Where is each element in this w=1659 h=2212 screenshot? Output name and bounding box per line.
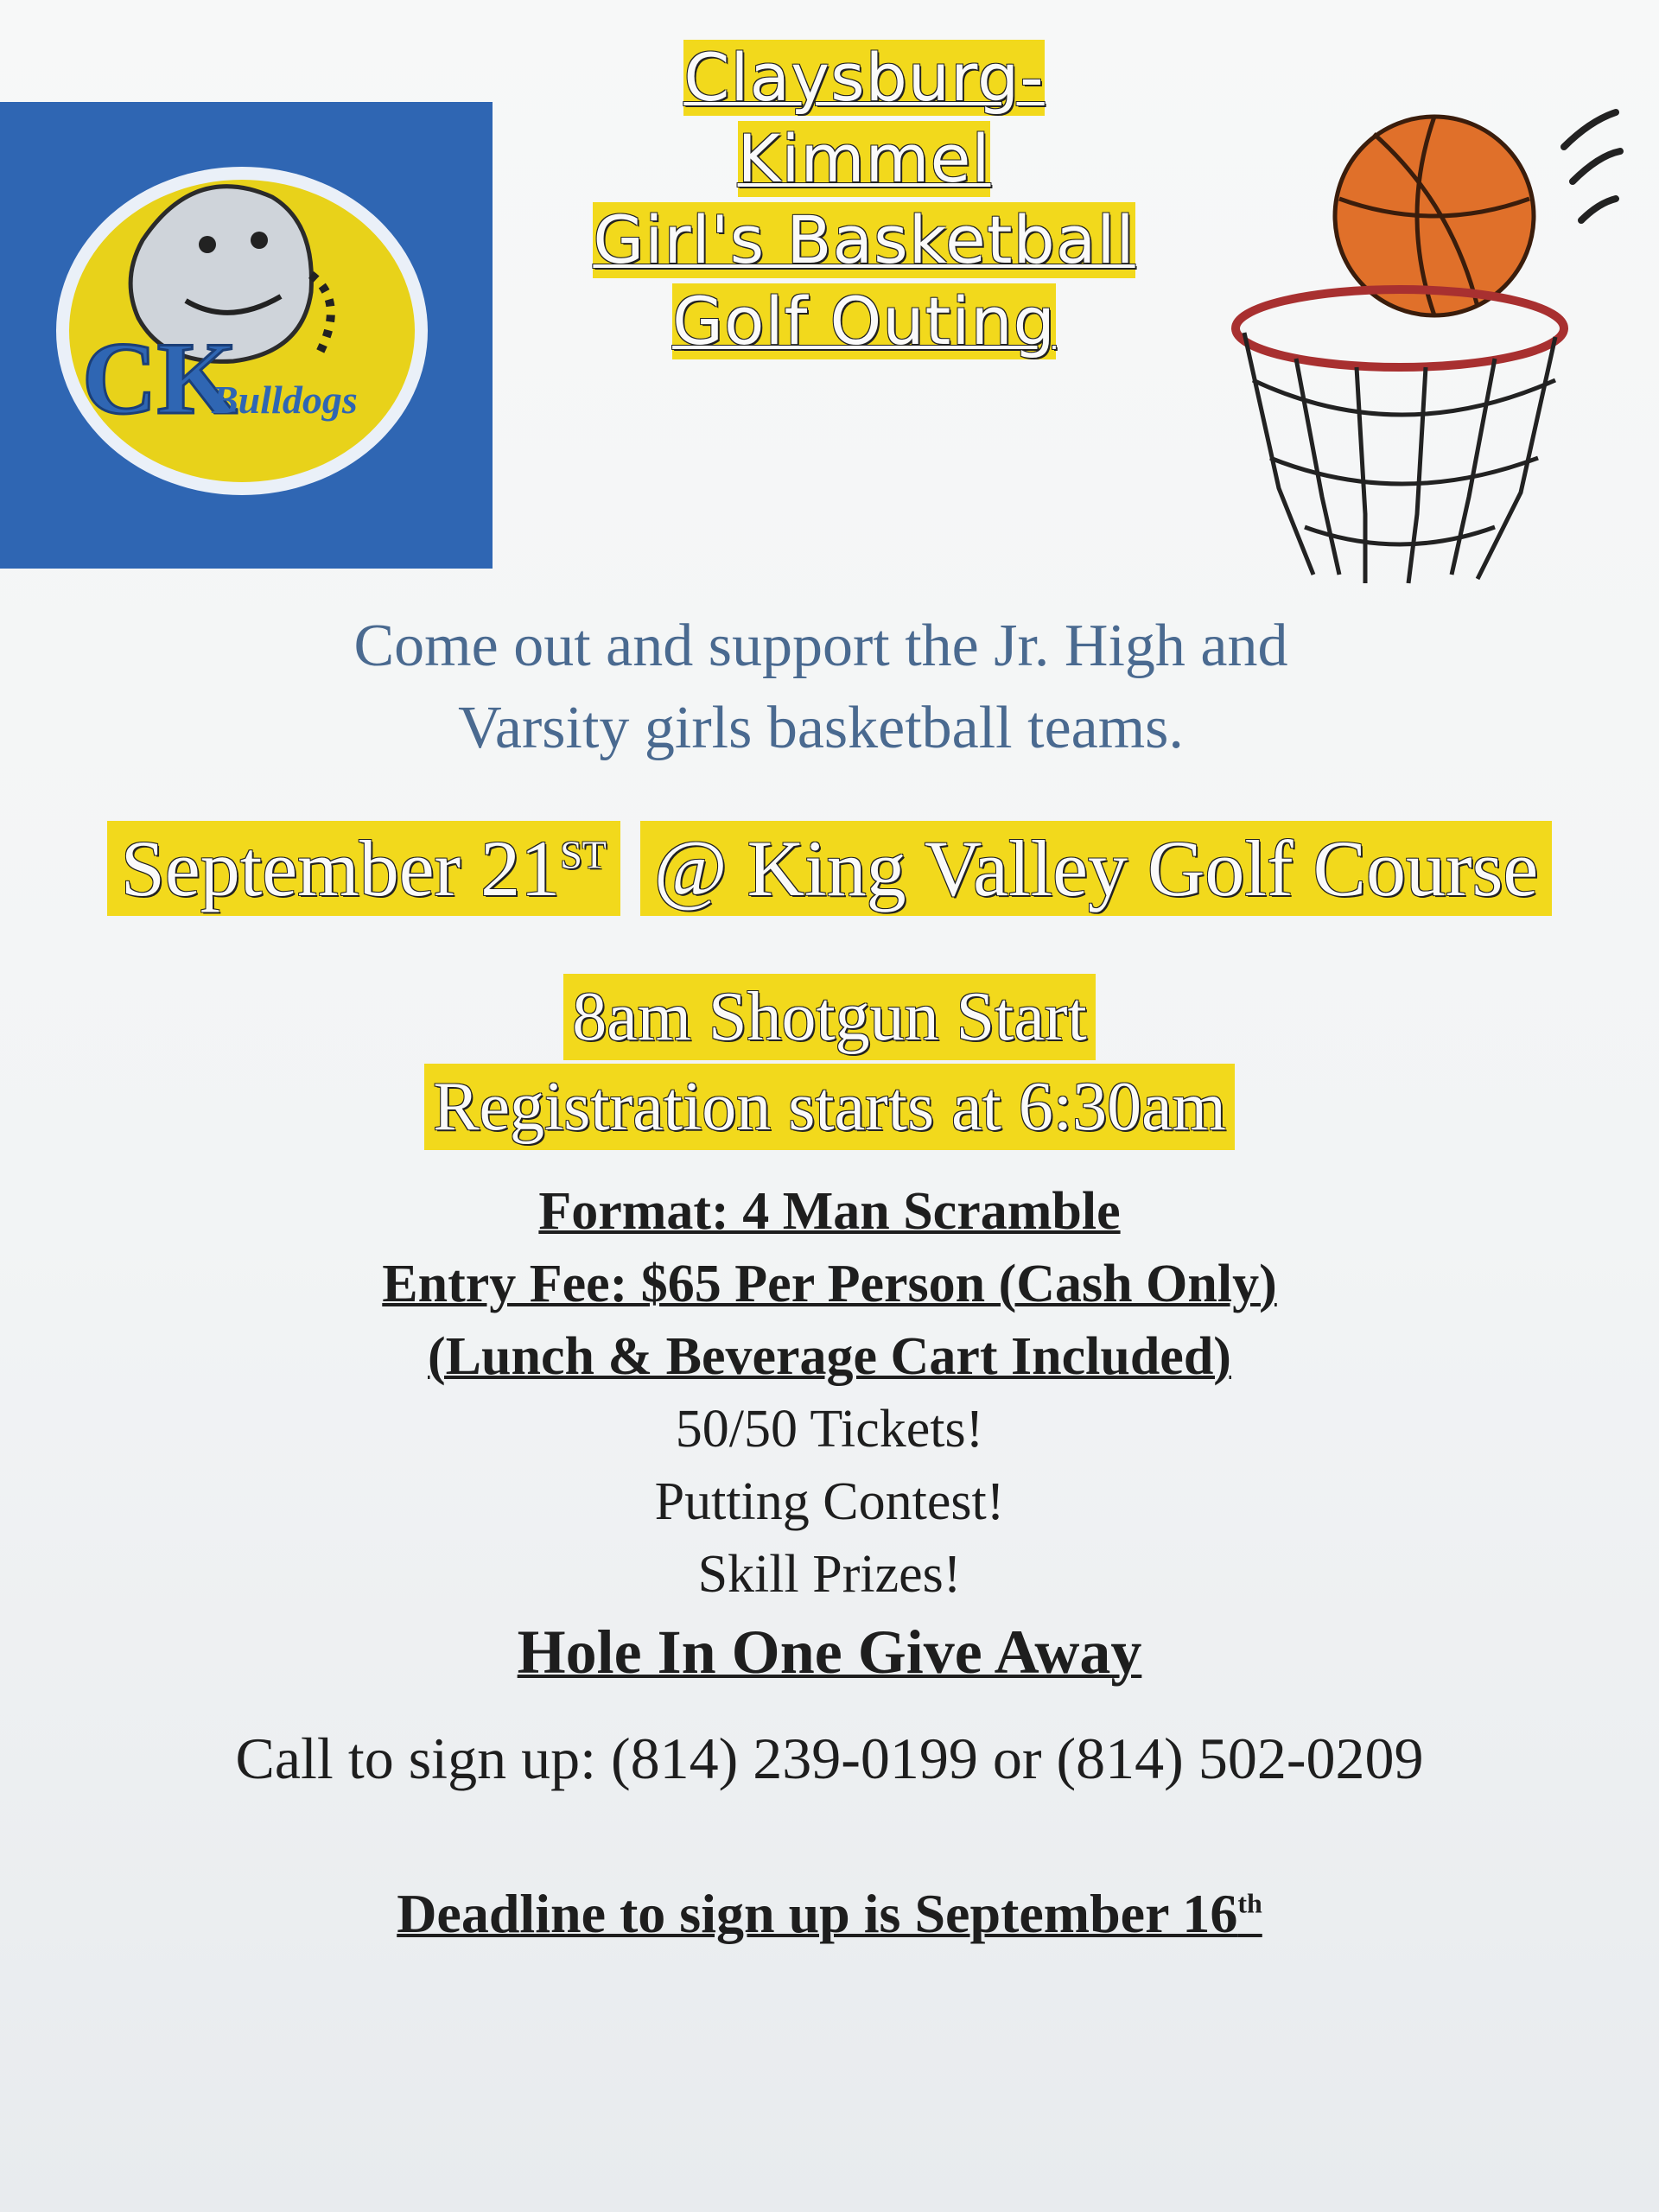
- date-venue-banner: [17, 821, 1642, 916]
- intro-text: [173, 605, 1469, 769]
- entry-fee-line: Entry Fee: $65 Per Person (Cash Only): [382, 1255, 1277, 1313]
- list-item: 50/50 Tickets!: [675, 1400, 984, 1459]
- title-line-4: Golf Outing: [672, 283, 1056, 359]
- event-details: [173, 1175, 1486, 1694]
- intro-line-2: Varsity girls basketball teams.: [458, 695, 1184, 761]
- list-item: Putting Contest!: [654, 1472, 1005, 1531]
- title-line-1: Claysburg-: [683, 39, 1045, 116]
- format-line: Format: 4 Man Scramble: [538, 1182, 1121, 1241]
- basketball-hoop-icon: [1218, 95, 1624, 588]
- hole-in-one-line: Hole In One Give Away: [517, 1618, 1142, 1687]
- svg-text:CK: CK: [82, 321, 238, 435]
- title-line-3: Girl's Basketball: [593, 201, 1135, 278]
- included-line: (Lunch & Beverage Cart Included): [428, 1327, 1231, 1386]
- contact-phones: Call to sign up: (814) 239-0199 or (814) 502-0209: [235, 1726, 1424, 1791]
- event-date: September 21ST: [107, 821, 620, 916]
- intro-line-1: Come out and support the Jr. High and: [353, 613, 1288, 679]
- bulldogs-logo: [0, 102, 493, 569]
- signup-deadline: Deadline to sign up is September 16th: [397, 1883, 1262, 1944]
- event-times: [259, 972, 1400, 1152]
- event-title: [484, 35, 1244, 365]
- event-venue: @ King Valley Golf Course: [640, 821, 1552, 916]
- svg-text:Bulldogs: Bulldogs: [212, 378, 358, 422]
- registration-time: Registration starts at 6:30am: [424, 1064, 1235, 1150]
- list-item: Skill Prizes!: [697, 1545, 962, 1604]
- title-line-2: Kimmel: [737, 120, 991, 197]
- shotgun-start: 8am Shotgun Start: [563, 974, 1096, 1060]
